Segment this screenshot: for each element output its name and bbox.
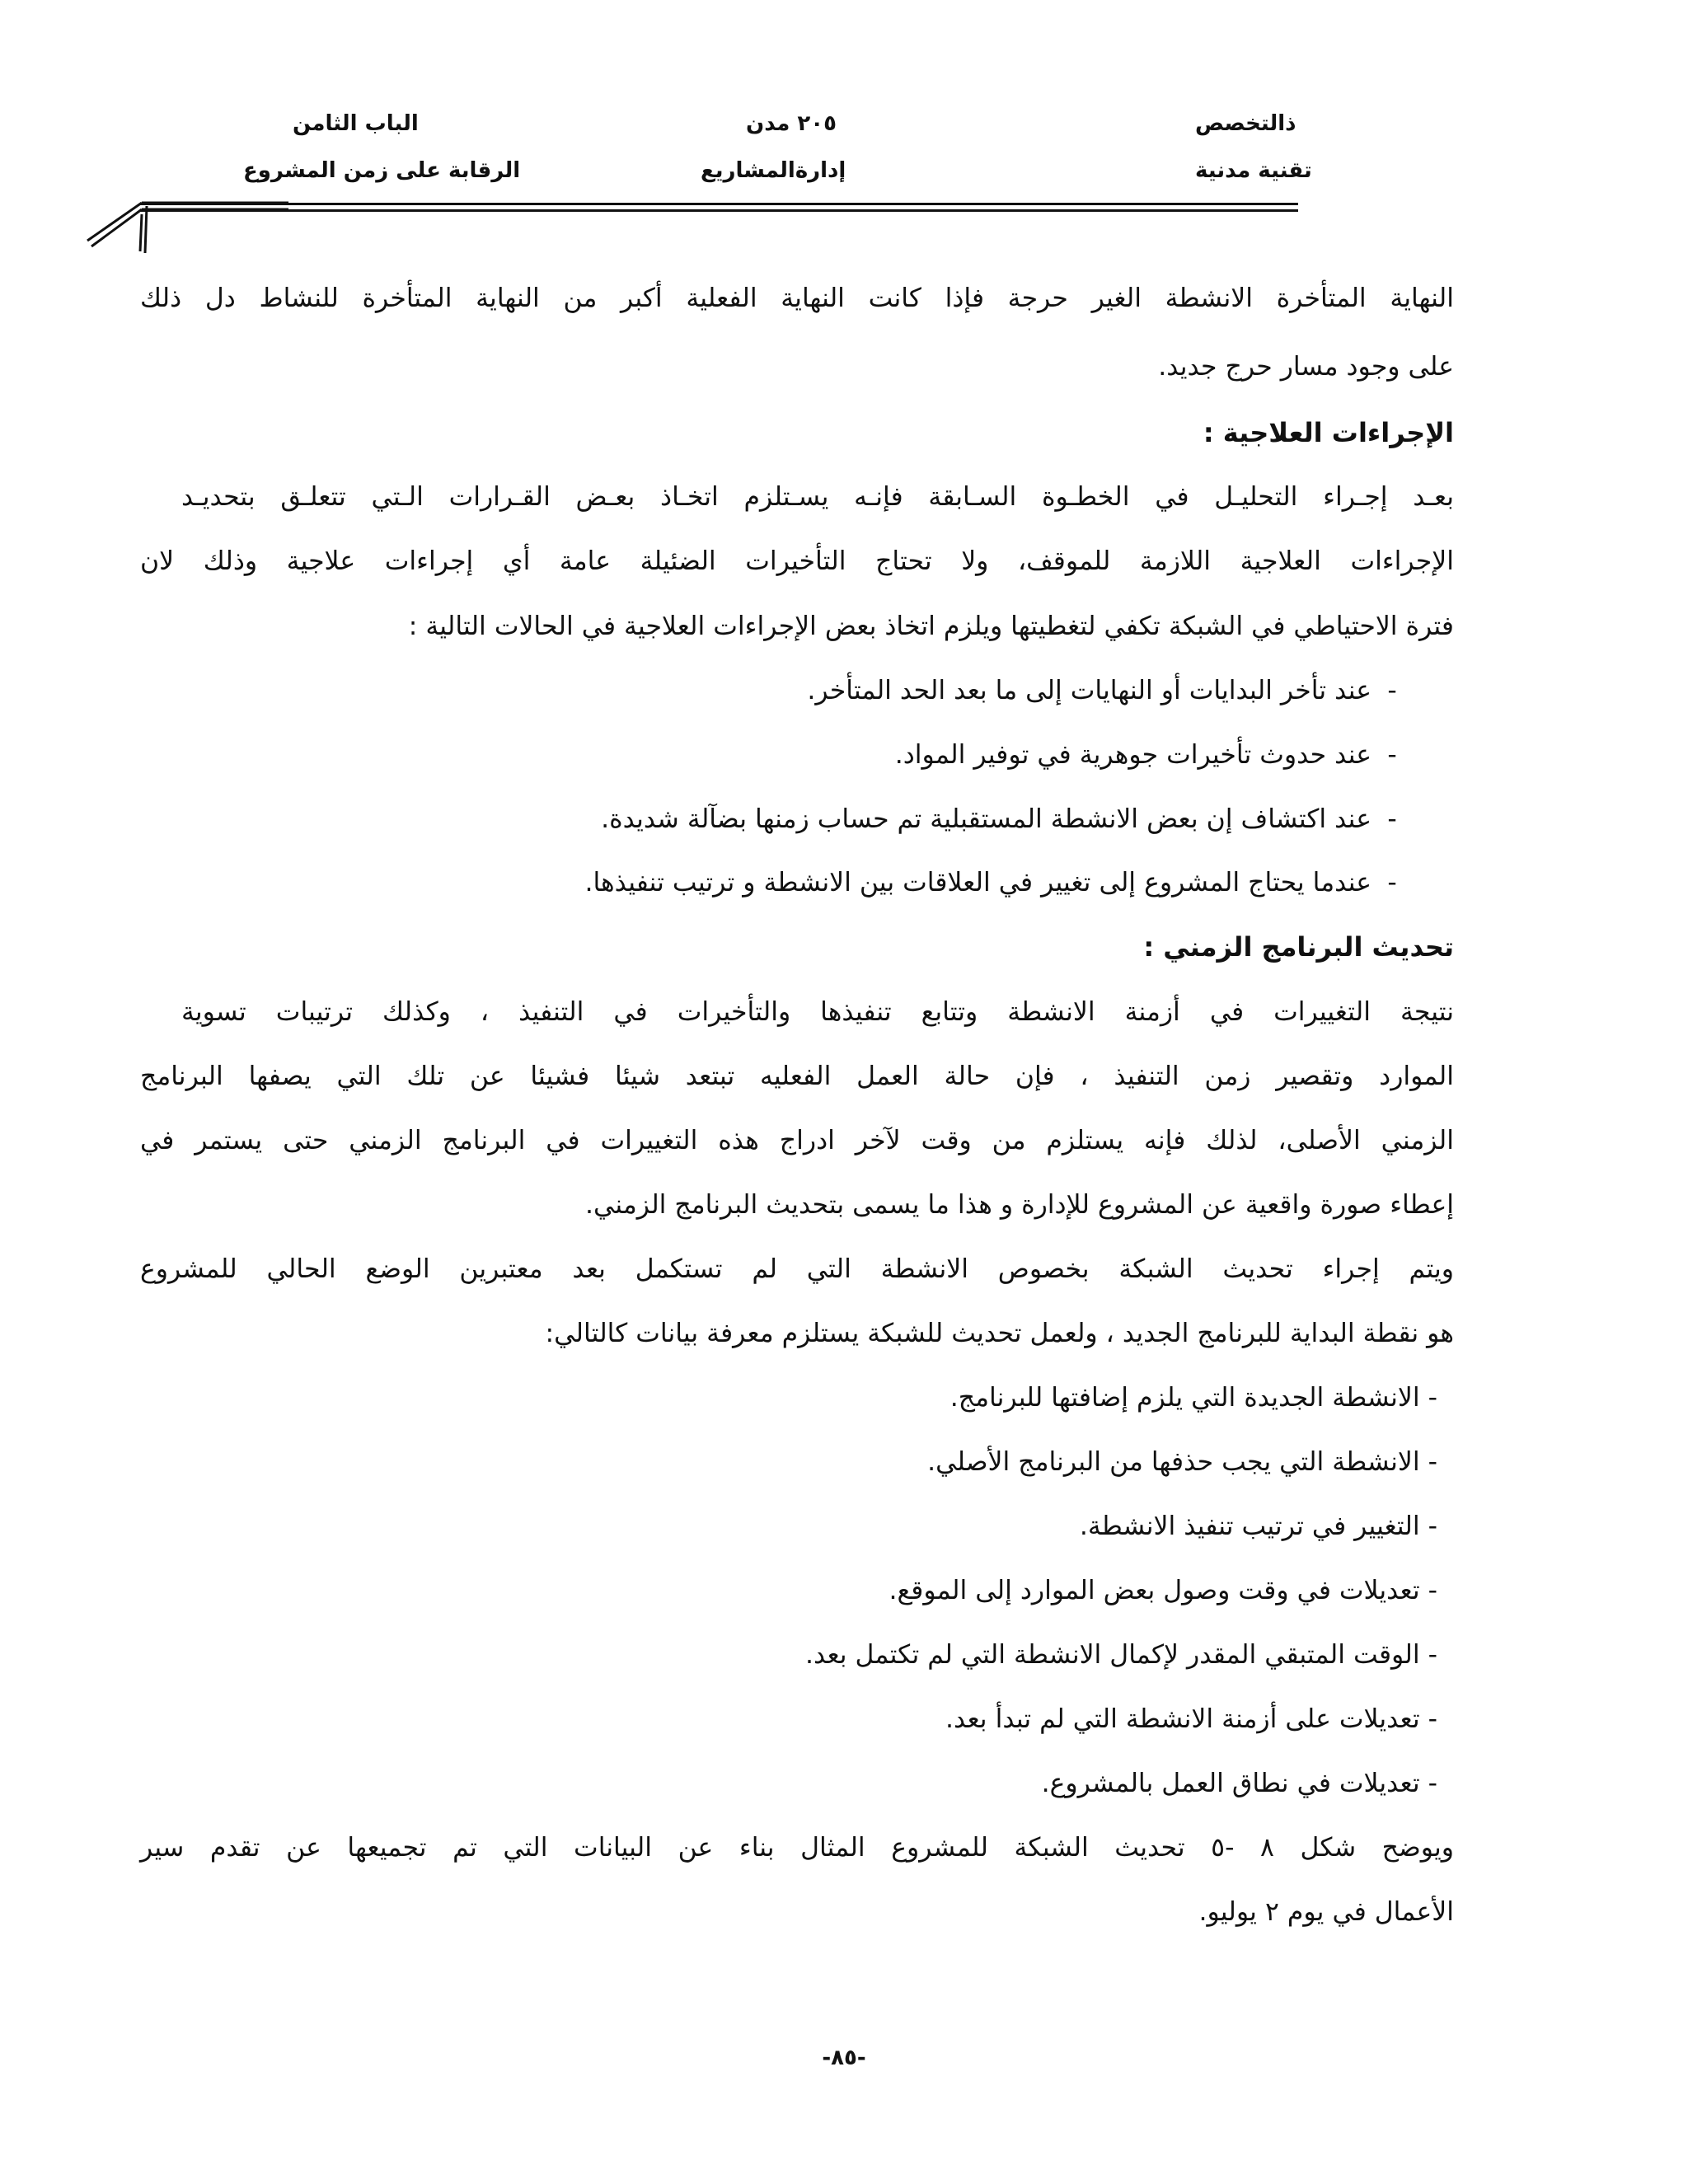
list-item: - الوقت المتبقي المقدر لإكمال الانشطة التي لم تكتمل بعد. xyxy=(805,1640,1437,1670)
header-specialty-value: تقنية مدنية xyxy=(1195,158,1312,183)
list-item: - تعديلات في نطاق العمل بالمشروع. xyxy=(1041,1769,1437,1798)
paragraph-line: هو نقطة البداية للبرنامج الجديد ، ولعمل تحديث للشبكة يستلزم معرفة بيانات كالتالي: xyxy=(545,1319,1454,1348)
header-chapter-title: الرقابة على زمن المشروع xyxy=(243,158,521,183)
list-item-text: عندما يحتاج المشروع إلى تغيير في العلاقات بين الانشطة و ترتيب تنفيذها. xyxy=(584,868,1372,898)
paragraph-line: ويتم إجراء تحديث الشبكة بخصوص الانشطة التي لم تستكمل بعد معتبرين الوضع الحالي للمشروع xyxy=(140,1254,1454,1284)
list-item: - التغيير في ترتيب تنفيذ الانشطة. xyxy=(1079,1511,1437,1541)
header-chapter-label: الباب الثامن xyxy=(293,111,419,136)
list-item xyxy=(584,860,1413,906)
paragraph-line: بعـد إجـراء التحليـل في الخطـوة السـابقة فإنـه يسـتلزم اتخـاذ بعـض القـرارات الـتي تتعلـق بتحديـد xyxy=(181,482,1454,512)
dash-bullet-icon: - xyxy=(1387,740,1397,770)
paragraph-line: إعطاء صورة واقعية عن المشروع للإدارة و هذا ما يسمى بتحديث البرنامج الزمني. xyxy=(585,1190,1454,1220)
list-item-text: عند اكتشاف إن بعض الانشطة المستقبلية تم حساب زمنها بضآلة شديدة. xyxy=(601,804,1372,834)
paragraph-line: الموارد وتقصير زمن التنفيذ ، فإن حالة العمل الفعليه تبتعد شيئا فشيئا عن تلك التي يصفها البرنامج xyxy=(140,1062,1454,1091)
dash-bullet-icon: - xyxy=(1387,804,1397,834)
list-item xyxy=(807,668,1413,714)
intro-line: النهاية المتأخرة الانشطة الغير حرجة فإذا كانت النهاية الفعلية أكبر من النهاية المتأخرة للنشاط دل ذلك xyxy=(140,284,1454,313)
list-item-text: عند حدوث تأخيرات جوهرية في توفير المواد. xyxy=(894,740,1372,770)
paragraph-line: الأعمال في يوم ٢ يوليو. xyxy=(1198,1897,1454,1927)
paragraph-line: ويوضح شكل ٨ -٥ تحديث الشبكة للمشروع المثال بناء عن البيانات التي تم تجميعها عن تقدم سير xyxy=(140,1833,1454,1863)
paragraph-line: فترة الاحتياطي في الشبكة تكفي لتغطيتها ويلزم اتخاذ بعض الإجراءات العلاجية في الحالات التالية : xyxy=(408,612,1454,641)
header-course-name: إدارةالمشاريع xyxy=(701,158,846,183)
intro-line: على وجود مسار حرج جديد. xyxy=(1158,352,1454,382)
paragraph-line: نتيجة التغييرات في أزمنة الانشطة وتتابع تنفيذها والتأخيرات في التنفيذ ، وكذلك ترتيبات تسوية xyxy=(181,997,1454,1027)
section-heading-schedule-update: تحديث البرنامج الزمني : xyxy=(1143,931,1454,963)
paragraph-line: الإجراءات العلاجية اللازمة للموقف، ولا تحتاج التأخيرات الضئيلة عامة أي إجراءات علاجية وذلك لان xyxy=(140,546,1454,576)
header-specialty-label: ذالتخصص xyxy=(1195,111,1296,136)
section-heading-remedial: الإجراءات العلاجية : xyxy=(1203,417,1454,448)
list-item-text: عند تأخر البدايات أو النهايات إلى ما بعد الحد المتأخر. xyxy=(807,676,1372,705)
list-item: - الانشطة الجديدة التي يلزم إضافتها للبرنامج. xyxy=(950,1383,1437,1413)
header-rule-tail xyxy=(0,0,330,272)
list-item xyxy=(601,796,1413,842)
paragraph-line: الزمني الأصلى، لذلك فإنه يستلزم من وقت لآخر ادراج هذه التغييرات في البرنامج الزمني حتى يستمر في xyxy=(140,1126,1454,1155)
list-item xyxy=(895,732,1413,778)
dash-bullet-icon: - xyxy=(1387,868,1397,898)
page-number: -٨٥- xyxy=(822,2046,866,2070)
list-item: - تعديلات على أزمنة الانشطة التي لم تبدأ بعد. xyxy=(945,1704,1437,1734)
header-course-code: ٢٠٥ مدن xyxy=(746,111,837,136)
list-item: - الانشطة التي يجب حذفها من البرنامج الأصلي. xyxy=(927,1447,1437,1477)
list-item: - تعديلات في وقت وصول بعض الموارد إلى الموقع. xyxy=(889,1576,1437,1605)
dash-bullet-icon: - xyxy=(1387,676,1397,705)
